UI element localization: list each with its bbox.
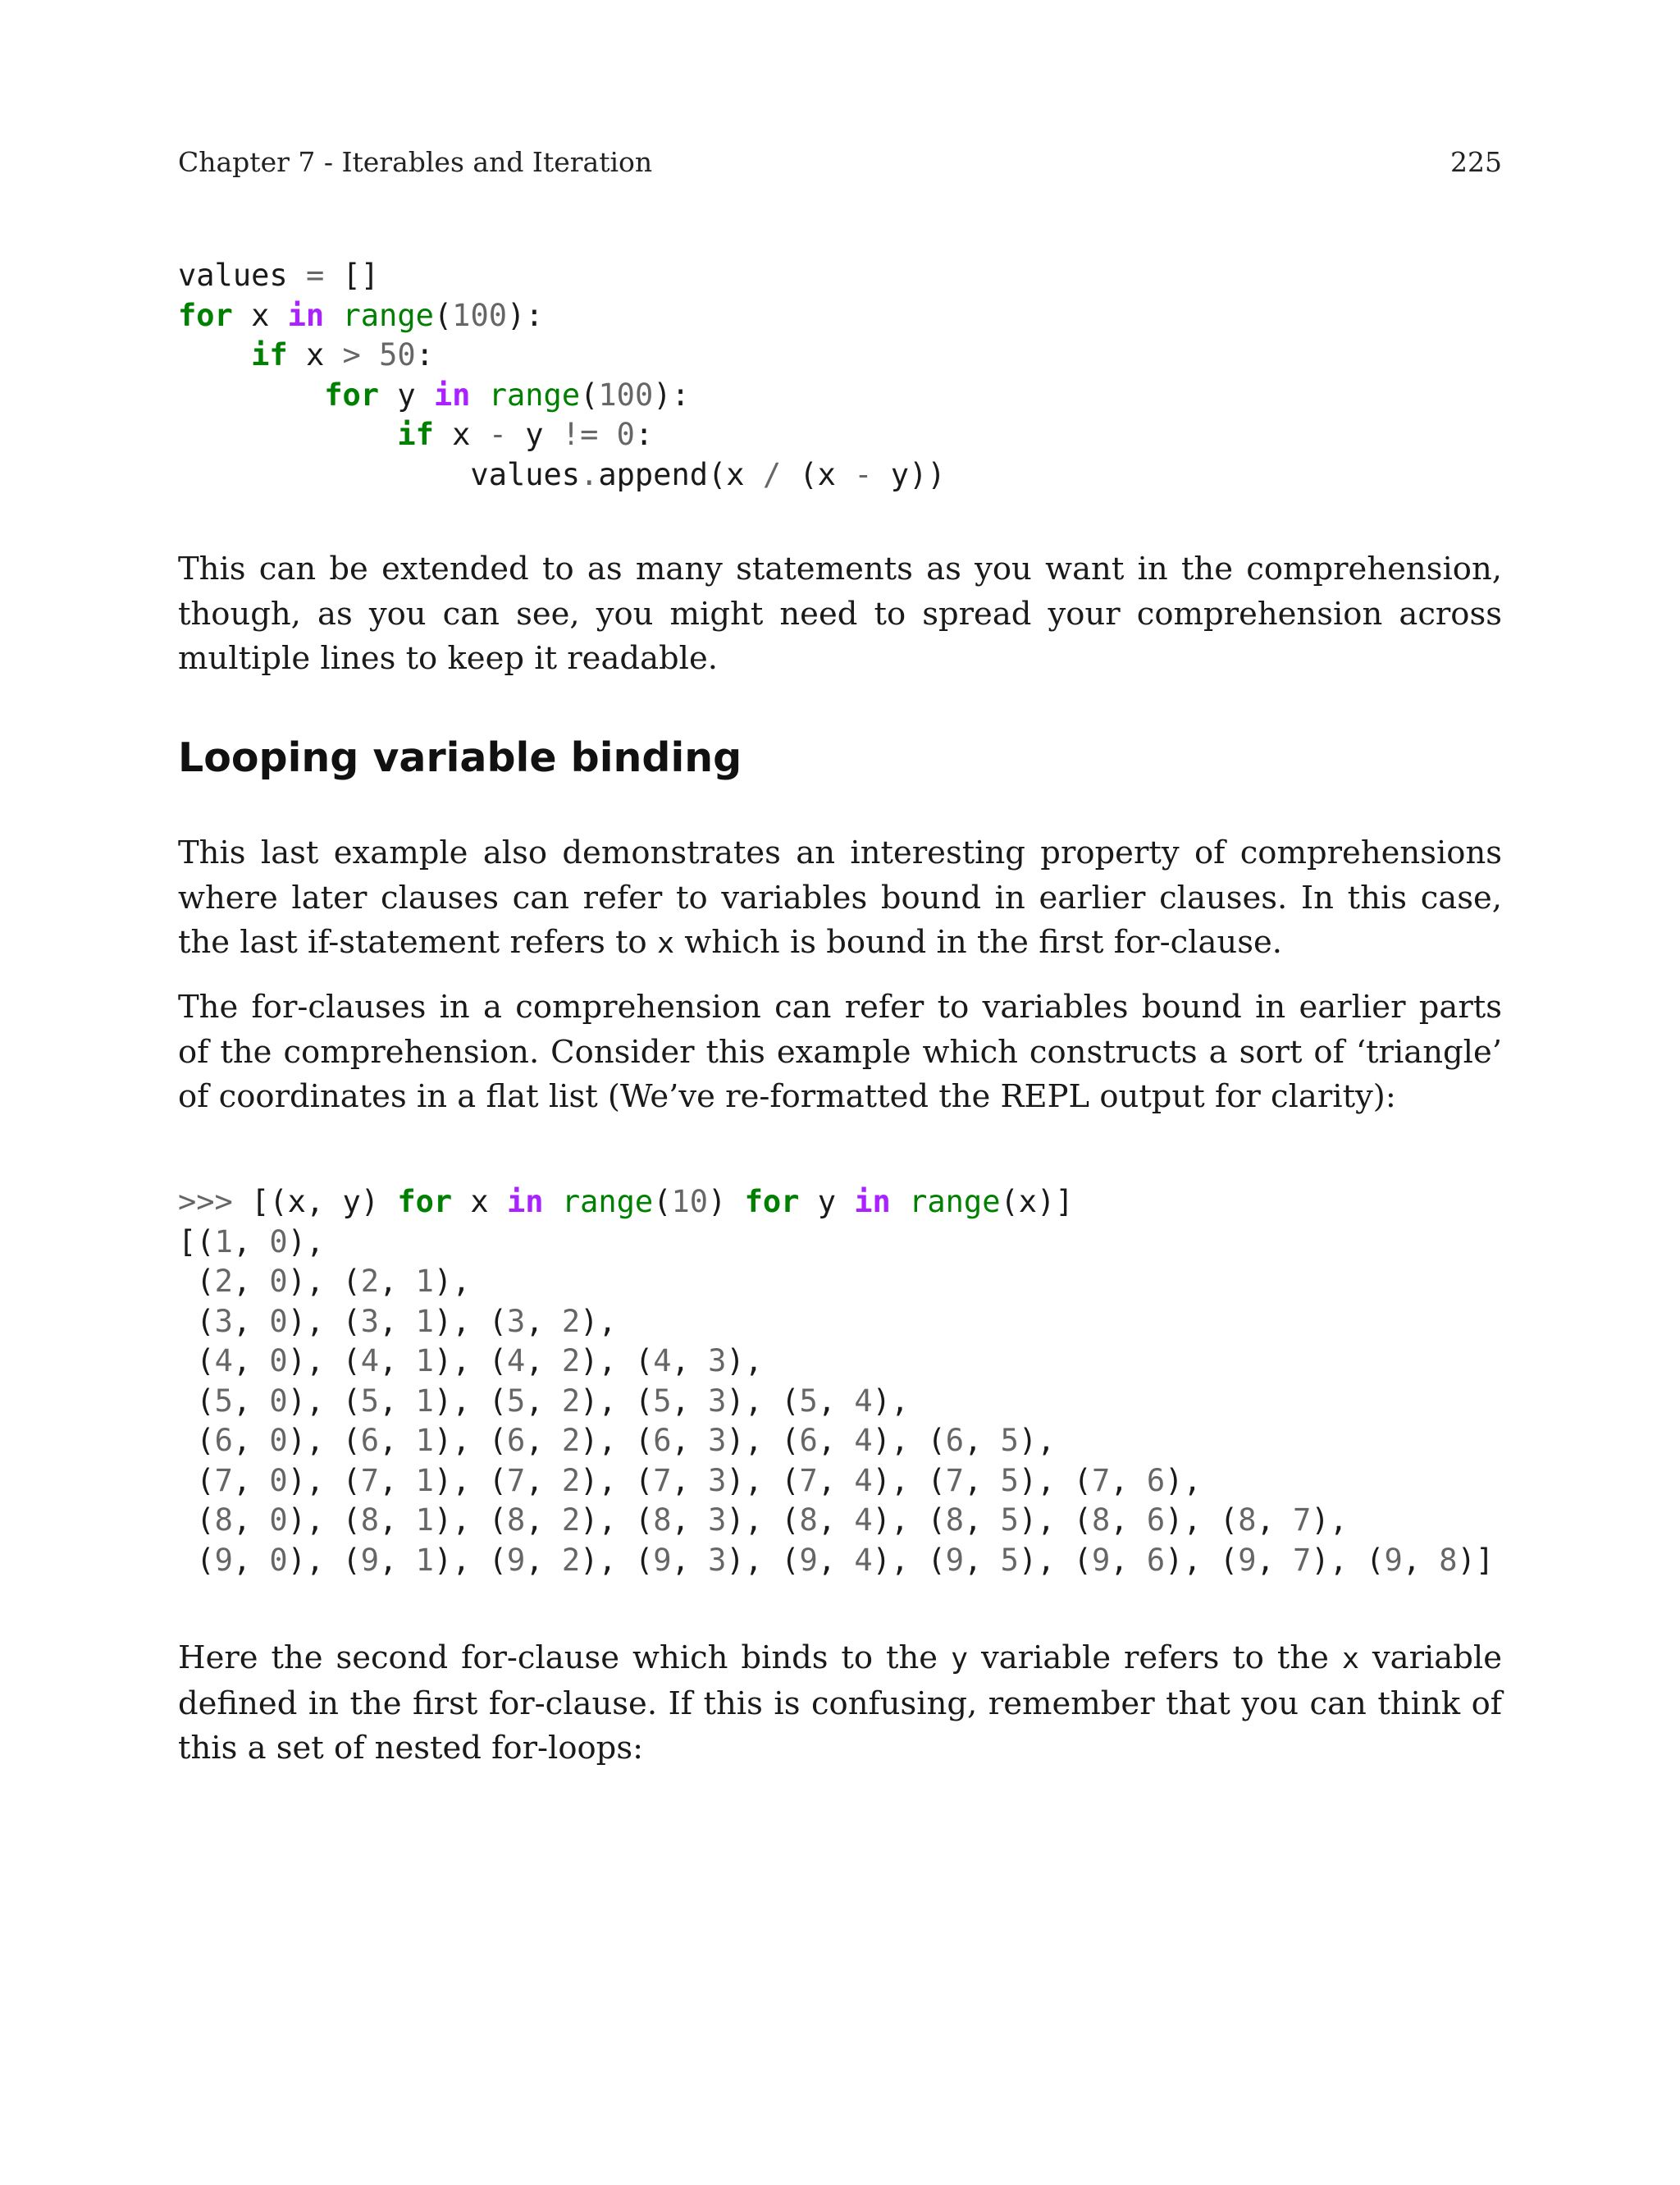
code2-line: (8, 0), (8, 1), (8, 2), (8, 3), (8, 4), (8, 5), (8, 6), (8, 7),	[178, 1502, 1348, 1538]
chapter-title: Chapter 7 - Iterables and Iteration	[178, 146, 653, 178]
code2-line: (5, 0), (5, 1), (5, 2), (5, 3), (5, 4),	[178, 1383, 910, 1419]
section-heading: Looping variable binding	[178, 734, 742, 781]
inline-code-y: y	[950, 1643, 969, 1675]
code2-line: >>> [(x, y) for x in range(10) for y in range(x)]	[178, 1184, 1074, 1219]
code1-line: values.append(x / (x - y))	[178, 456, 946, 492]
code-block-nested-loops	[178, 256, 946, 495]
inline-code-x: x	[656, 927, 675, 960]
code1-line: if x - y != 0:	[397, 417, 654, 452]
paragraph-triangle-example: The for-clauses in a comprehension can refer to variables bound in earlier parts of the comprehension. Consider this example which constructs a sort of ‘triangle’ of coordinates in a flat list (We’ve re-formatted the REPL output for clarity):	[178, 989, 1502, 1115]
code2-line: (3, 0), (3, 1), (3, 2),	[178, 1303, 617, 1339]
paragraph-extend-comprehension: This can be extended to as many statements as you want in the comprehension, though, as you can see, you might need to spread your comprehension across multiple lines to keep it readable.	[178, 551, 1502, 677]
code1-line: for y in range(100):	[324, 377, 690, 413]
code2-line: (9, 0), (9, 1), (9, 2), (9, 3), (9, 4), (9, 5), (9, 6), (9, 7), (9, 8)]	[178, 1542, 1495, 1578]
paragraph-later-clauses: This last example also demonstrates an interesting property of comprehensions where later clauses can refer to variables bound in earlier clauses. In this case, the last if-statement refers to x which is bound in the first for-clause.	[178, 834, 1502, 961]
paragraph-nested-for-loops: Here the second for-clause which binds to the y variable refers to the x variable defined in the first for-clause. If this is confusing, remember that you can think of this a set of nested for-loops:	[178, 1639, 1502, 1767]
running-header	[178, 146, 1502, 178]
code2-line: (4, 0), (4, 1), (4, 2), (4, 3),	[178, 1343, 763, 1378]
inline-code-x: x	[1341, 1643, 1359, 1675]
code1-line: values = []	[178, 258, 380, 293]
code1-line: for x in range(100):	[178, 297, 544, 333]
code2-line: (2, 0), (2, 1),	[178, 1264, 471, 1299]
code2-line: [(1, 0),	[178, 1223, 325, 1259]
code1-line: if x > 50:	[251, 337, 434, 373]
code2-line: (6, 0), (6, 1), (6, 2), (6, 3), (6, 4), (6, 5),	[178, 1423, 1056, 1458]
code-block-repl-triangle	[178, 1182, 1494, 1580]
page-number: 225	[1450, 146, 1502, 178]
code2-line: (7, 0), (7, 1), (7, 2), (7, 3), (7, 4), (7, 5), (7, 6),	[178, 1462, 1202, 1498]
